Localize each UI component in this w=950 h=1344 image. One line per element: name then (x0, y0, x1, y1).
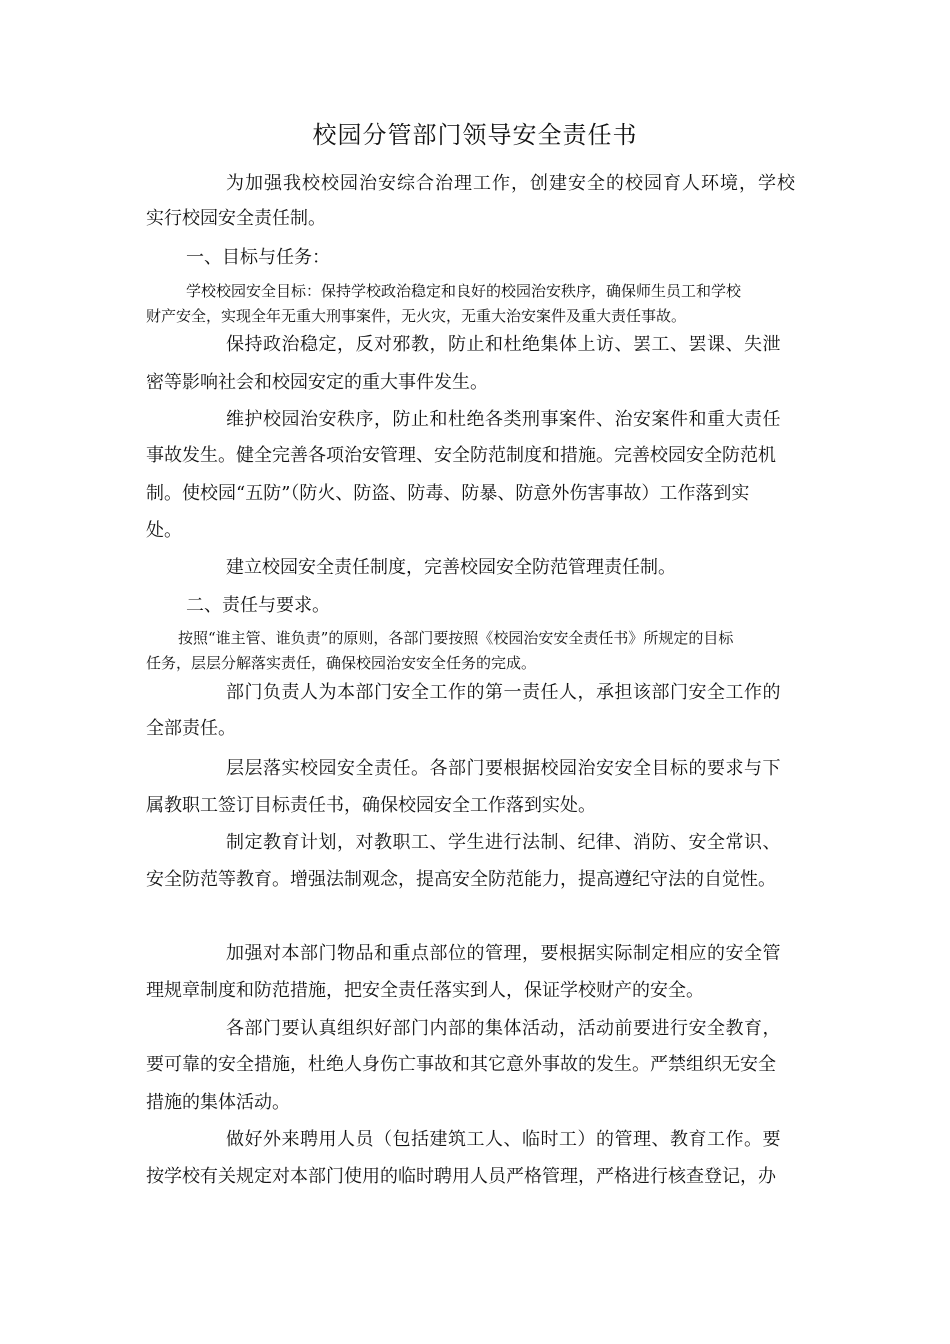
paragraph-line: 安全防范等教育。增强法制观念，提高安全防范能力，提高遵纪守法的自觉性。 (146, 869, 776, 890)
paragraph-line: 保持政治稳定，反对邪教，防止和杜绝集体上访、罢工、罢课、失泄 (226, 334, 781, 355)
paragraph-line: 加强对本部门物品和重点部位的管理，要根据实际制定相应的安全管 (226, 943, 781, 964)
paragraph-line: 制。使校园“五防”（防火、防盗、防毒、防暴、防意外伤害事故）工作落到实 (146, 483, 750, 504)
paragraph-line: 事故发生。健全完善各项治安管理、安全防范制度和措施。完善校园安全防范机 (146, 445, 776, 466)
paragraph-line: 学校校园安全目标：保持学校政治稳定和良好的校园治安秩序，确保师生员工和学校 (186, 282, 742, 300)
paragraph-line: 维护校园治安秩序，防止和杜绝各类刑事案件、治安案件和重大责任 (226, 409, 781, 430)
paragraph-line: 要可靠的安全措施，杜绝人身伤亡事故和其它意外事故的发生。严禁组织无安全 (146, 1054, 776, 1075)
paragraph-line: 财产安全，实现全年无重大刑事案件，无火灾，无重大治安案件及重大责任事故。 (146, 307, 687, 325)
paragraph-line: 制定教育计划，对教职工、学生进行法制、纪律、消防、安全常识、 (226, 832, 781, 853)
paragraph-line: 属教职工签订目标责任书，确保校园安全工作落到实处。 (146, 795, 596, 816)
paragraph-line: 建立校园安全责任制度，完善校园安全防范管理责任制。 (226, 557, 676, 578)
paragraph-line: 层层落实校园安全责任。各部门要根据校园治安安全目标的要求与下 (226, 758, 781, 779)
paragraph-line: 部门负责人为本部门安全工作的第一责任人，承担该部门安全工作的 (226, 682, 781, 703)
section-heading: 一、目标与任务： (186, 247, 330, 268)
paragraph-line: 密等影响社会和校园安定的重大事件发生。 (146, 372, 488, 393)
paragraph-line: 措施的集体活动。 (146, 1092, 290, 1113)
paragraph-line: 按学校有关规定对本部门使用的临时聘用人员严格管理，严格进行核查登记，办 (146, 1166, 776, 1187)
paragraph-line: 各部门要认真组织好部门内部的集体活动，活动前要进行安全教育， (226, 1018, 781, 1039)
paragraph-line: 理规章制度和防范措施，把安全责任落实到人，保证学校财产的安全。 (146, 980, 704, 1001)
paragraph-line: 处。 (146, 520, 182, 541)
section-heading: 二、责任与要求。 (186, 595, 330, 616)
paragraph-line: 全部责任。 (146, 718, 236, 739)
document-title: 校园分管部门领导安全责任书 (312, 121, 638, 149)
paragraph-line: 实行校园安全责任制。 (146, 208, 326, 229)
paragraph-line: 为加强我校校园治安综合治理工作，创建安全的校园育人环境，学校 (226, 173, 796, 194)
paragraph-line: 做好外来聘用人员（包括建筑工人、临时工）的管理、教育工作。要 (226, 1129, 781, 1150)
paragraph-line: 按照“谁主管、谁负责”的原则，各部门要按照《校园治安安全责任书》所规定的目标 (178, 629, 734, 647)
paragraph-line: 任务，层层分解落实责任，确保校园治安安全任务的完成。 (146, 654, 537, 672)
